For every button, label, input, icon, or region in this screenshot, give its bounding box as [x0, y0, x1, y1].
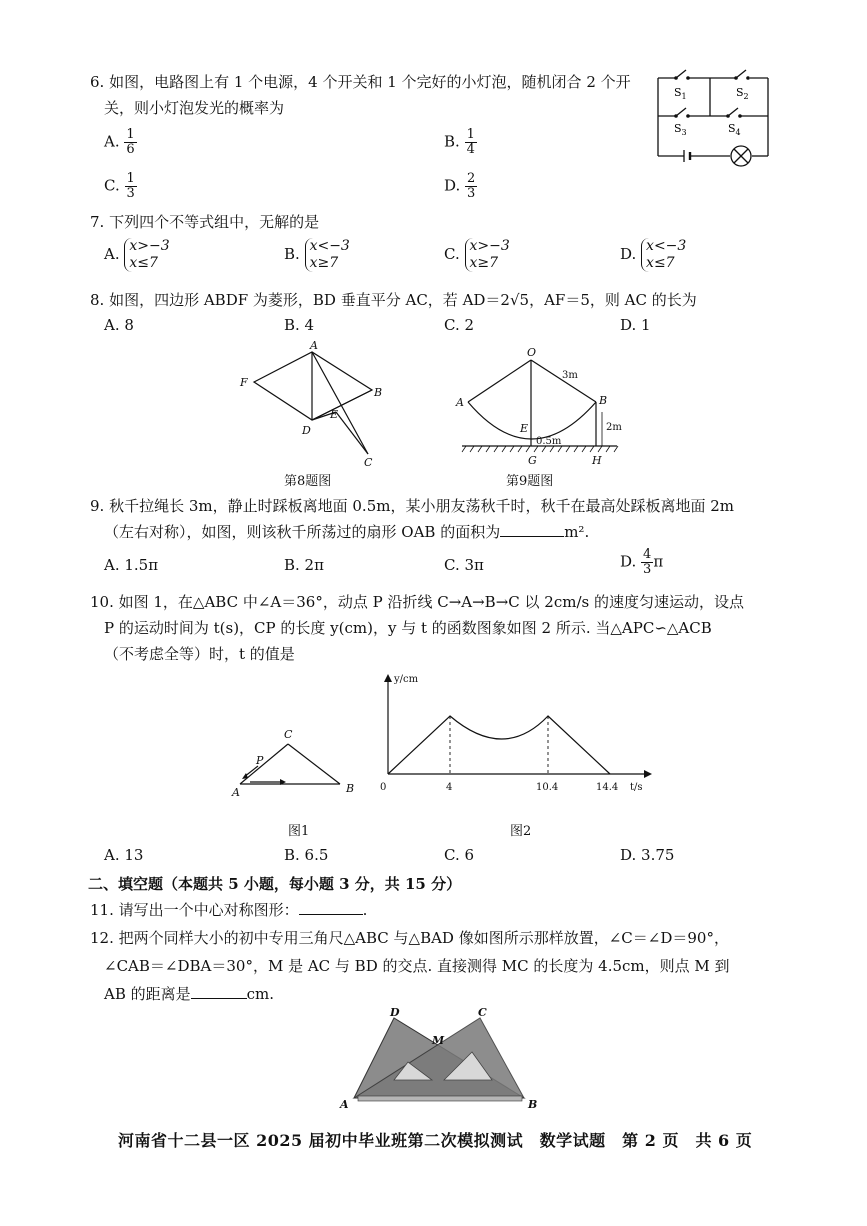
q9-stem-line2: （左右对称），如图，则该秋千所荡过的扇形 OAB 的面积为 m². [104, 523, 590, 541]
q6-circuit-diagram [650, 64, 780, 170]
answer-blank[interactable] [191, 984, 247, 999]
rope-length-label: 3m [562, 370, 578, 381]
point-d-label: D [390, 1006, 400, 1019]
fraction: $\frac{1}{6}$ [126, 127, 135, 157]
point-a-label: A [232, 786, 240, 798]
point-b-label: B [374, 386, 383, 399]
section-2-heading: 二、填空题（本题共 5 小题，每小题 3 分，共 15 分） [88, 875, 462, 893]
q7-option-a[interactable]: A. x>−3 x≤7 [104, 238, 170, 271]
q8-option-c[interactable]: C. 2 [444, 316, 475, 334]
point-e-label: E [330, 408, 339, 421]
point-o-label: O [527, 346, 537, 359]
q8-option-d[interactable]: D. 1 [620, 316, 651, 334]
q10-triangle-figure [228, 722, 358, 798]
point-b-label: B [599, 394, 608, 407]
low-height-label: 0.5m [536, 436, 562, 447]
q7-stem: 7. 下列四个不等式组中，无解的是 [90, 213, 320, 231]
option-letter: B. [444, 132, 460, 151]
inequality-system: x>−3 x≤7 [124, 238, 169, 272]
switch-s2-label: $S_2$ [736, 86, 749, 101]
point-c-label: C [478, 1006, 487, 1019]
q6-stem-line2: 关，则小灯泡发光的概率为 [104, 99, 285, 117]
inequality-system: x>−3 x≥7 [465, 238, 510, 272]
tick-label: 0 [380, 782, 387, 793]
q10-figure1-caption: 图1 [288, 824, 310, 839]
q10-stem-line3: （不考虑全等）时，t 的值是 [104, 645, 295, 663]
q10-option-c[interactable]: C. 6 [444, 846, 475, 864]
q10-option-b[interactable]: B. 6.5 [284, 846, 329, 864]
page-footer: 河南省十二县一区 2025 届初中毕业班第二次模拟测试 数学试题 第 2 页 共 6 页 [118, 1131, 753, 1150]
q9-swing-figure [452, 346, 642, 470]
q9-option-d[interactable]: D. $\frac{4}{3}$ π [620, 547, 664, 577]
q10-figure2-caption: 图2 [510, 824, 532, 839]
q10-option-a[interactable]: A. 13 [104, 846, 144, 864]
point-d-label: D [302, 424, 311, 437]
y-axis-label: y/cm [394, 674, 419, 685]
point-a-label: A [310, 339, 318, 352]
q6-option-c[interactable] [104, 172, 137, 201]
inequality-system: x<−3 x≥7 [305, 238, 350, 272]
answer-blank[interactable] [299, 900, 363, 915]
q7-option-c[interactable]: C. x>−3 x≥7 [444, 238, 510, 271]
q7-option-b[interactable]: B. x<−3 x≥7 [284, 238, 350, 271]
high-height-label: 2m [606, 422, 622, 433]
point-a-label: A [340, 1098, 349, 1110]
point-p-label: P [256, 754, 264, 767]
point-m-label: M [432, 1034, 445, 1047]
point-c-label: C [364, 456, 373, 469]
tick-label: 14.4 [596, 782, 619, 793]
q9-figure-caption: 第9题图 [506, 474, 554, 489]
inequality-system: x<−3 x≤7 [641, 238, 686, 272]
q10-stem-line2: P 的运动时间为 t(s)，CP 的长度 y(cm)，y 与 t 的函数图象如图 2 所示. 当△APC∽△ACB [104, 619, 712, 637]
q8-stem: 8. 如图，四边形 ABDF 为菱形，BD 垂直平分 AC，若 AD＝2√5，AF＝5，则 AC 的长为 [90, 291, 697, 309]
q8-option-a[interactable]: A. 8 [104, 316, 134, 334]
point-g-label: G [528, 454, 537, 467]
tick-label: 10.4 [536, 782, 559, 793]
option-letter: D. [444, 176, 461, 195]
point-e-label: E [520, 422, 529, 435]
option-letter: A. [104, 132, 120, 151]
x-axis-label: t/s [630, 782, 643, 793]
fraction: $\frac{1}{4}$ [466, 127, 475, 157]
switch-s1-label: $S_1$ [674, 86, 687, 101]
q9-option-b[interactable]: B. 2π [284, 556, 324, 574]
point-h-label: H [592, 454, 602, 467]
q6-option-d[interactable] [444, 172, 477, 201]
q12-stem-line1: 12. 把两个同样大小的初中专用三角尺△ABC 与△BAD 像如图所示那样放置，∠C＝∠D＝90°， [90, 929, 729, 947]
q9-stem-line1: 9. 秋千拉绳长 3m，静止时踩板离地面 0.5m，某小朋友荡秋千时，秋千在最高处踩板离地面 2m [90, 497, 735, 515]
q8-figure-caption: 第8题图 [284, 474, 332, 489]
q12-stem-line2: ∠CAB＝∠DBA＝30°，M 是 AC 与 BD 的交点. 直接测得 MC 的长度为 4.5cm，则点 M 到 [104, 957, 730, 975]
q8-rhombus-figure [232, 338, 392, 472]
q7-option-d[interactable]: D. x<−3 x≤7 [620, 238, 687, 271]
q9-option-c[interactable]: C. 3π [444, 556, 484, 574]
q11-stem: 11. 请写出一个中心对称图形： . [90, 901, 368, 919]
q9-option-a[interactable]: A. 1.5π [104, 556, 159, 574]
answer-blank[interactable] [500, 522, 564, 537]
fraction: $\frac{1}{3}$ [126, 171, 135, 201]
q6-option-a[interactable] [104, 128, 137, 157]
point-a-label: A [456, 396, 464, 409]
q10-function-graph [364, 672, 664, 802]
q6-option-b[interactable] [444, 128, 477, 157]
point-f-label: F [240, 376, 248, 389]
tick-label: 4 [446, 782, 453, 793]
switch-s3-label: $S_3$ [674, 122, 687, 137]
switch-s4-label: $S_4$ [728, 122, 741, 137]
point-b-label: B [528, 1098, 538, 1110]
fraction: $\frac{4}{3}$ [643, 547, 652, 577]
point-b-label: B [346, 782, 355, 795]
point-c-label: C [284, 728, 293, 741]
q10-stem-line1: 10. 如图 1，在△ABC 中∠A＝36°，动点 P 沿折线 C→A→B→C 以 2cm/s 的速度匀速运动，设点 [90, 593, 744, 611]
fraction: $\frac{2}{3}$ [467, 171, 476, 201]
q10-option-d[interactable]: D. 3.75 [620, 846, 675, 864]
q6-stem-line1: 6. 如图，电路图上有 1 个电源，4 个开关和 1 个完好的小灯泡，随机闭合 2 个开 [90, 73, 631, 91]
q12-stem-line3: AB 的距离是 cm. [104, 985, 275, 1003]
q12-set-squares-figure [332, 1004, 546, 1110]
option-letter: C. [104, 176, 120, 195]
q8-option-b[interactable]: B. 4 [284, 316, 315, 334]
